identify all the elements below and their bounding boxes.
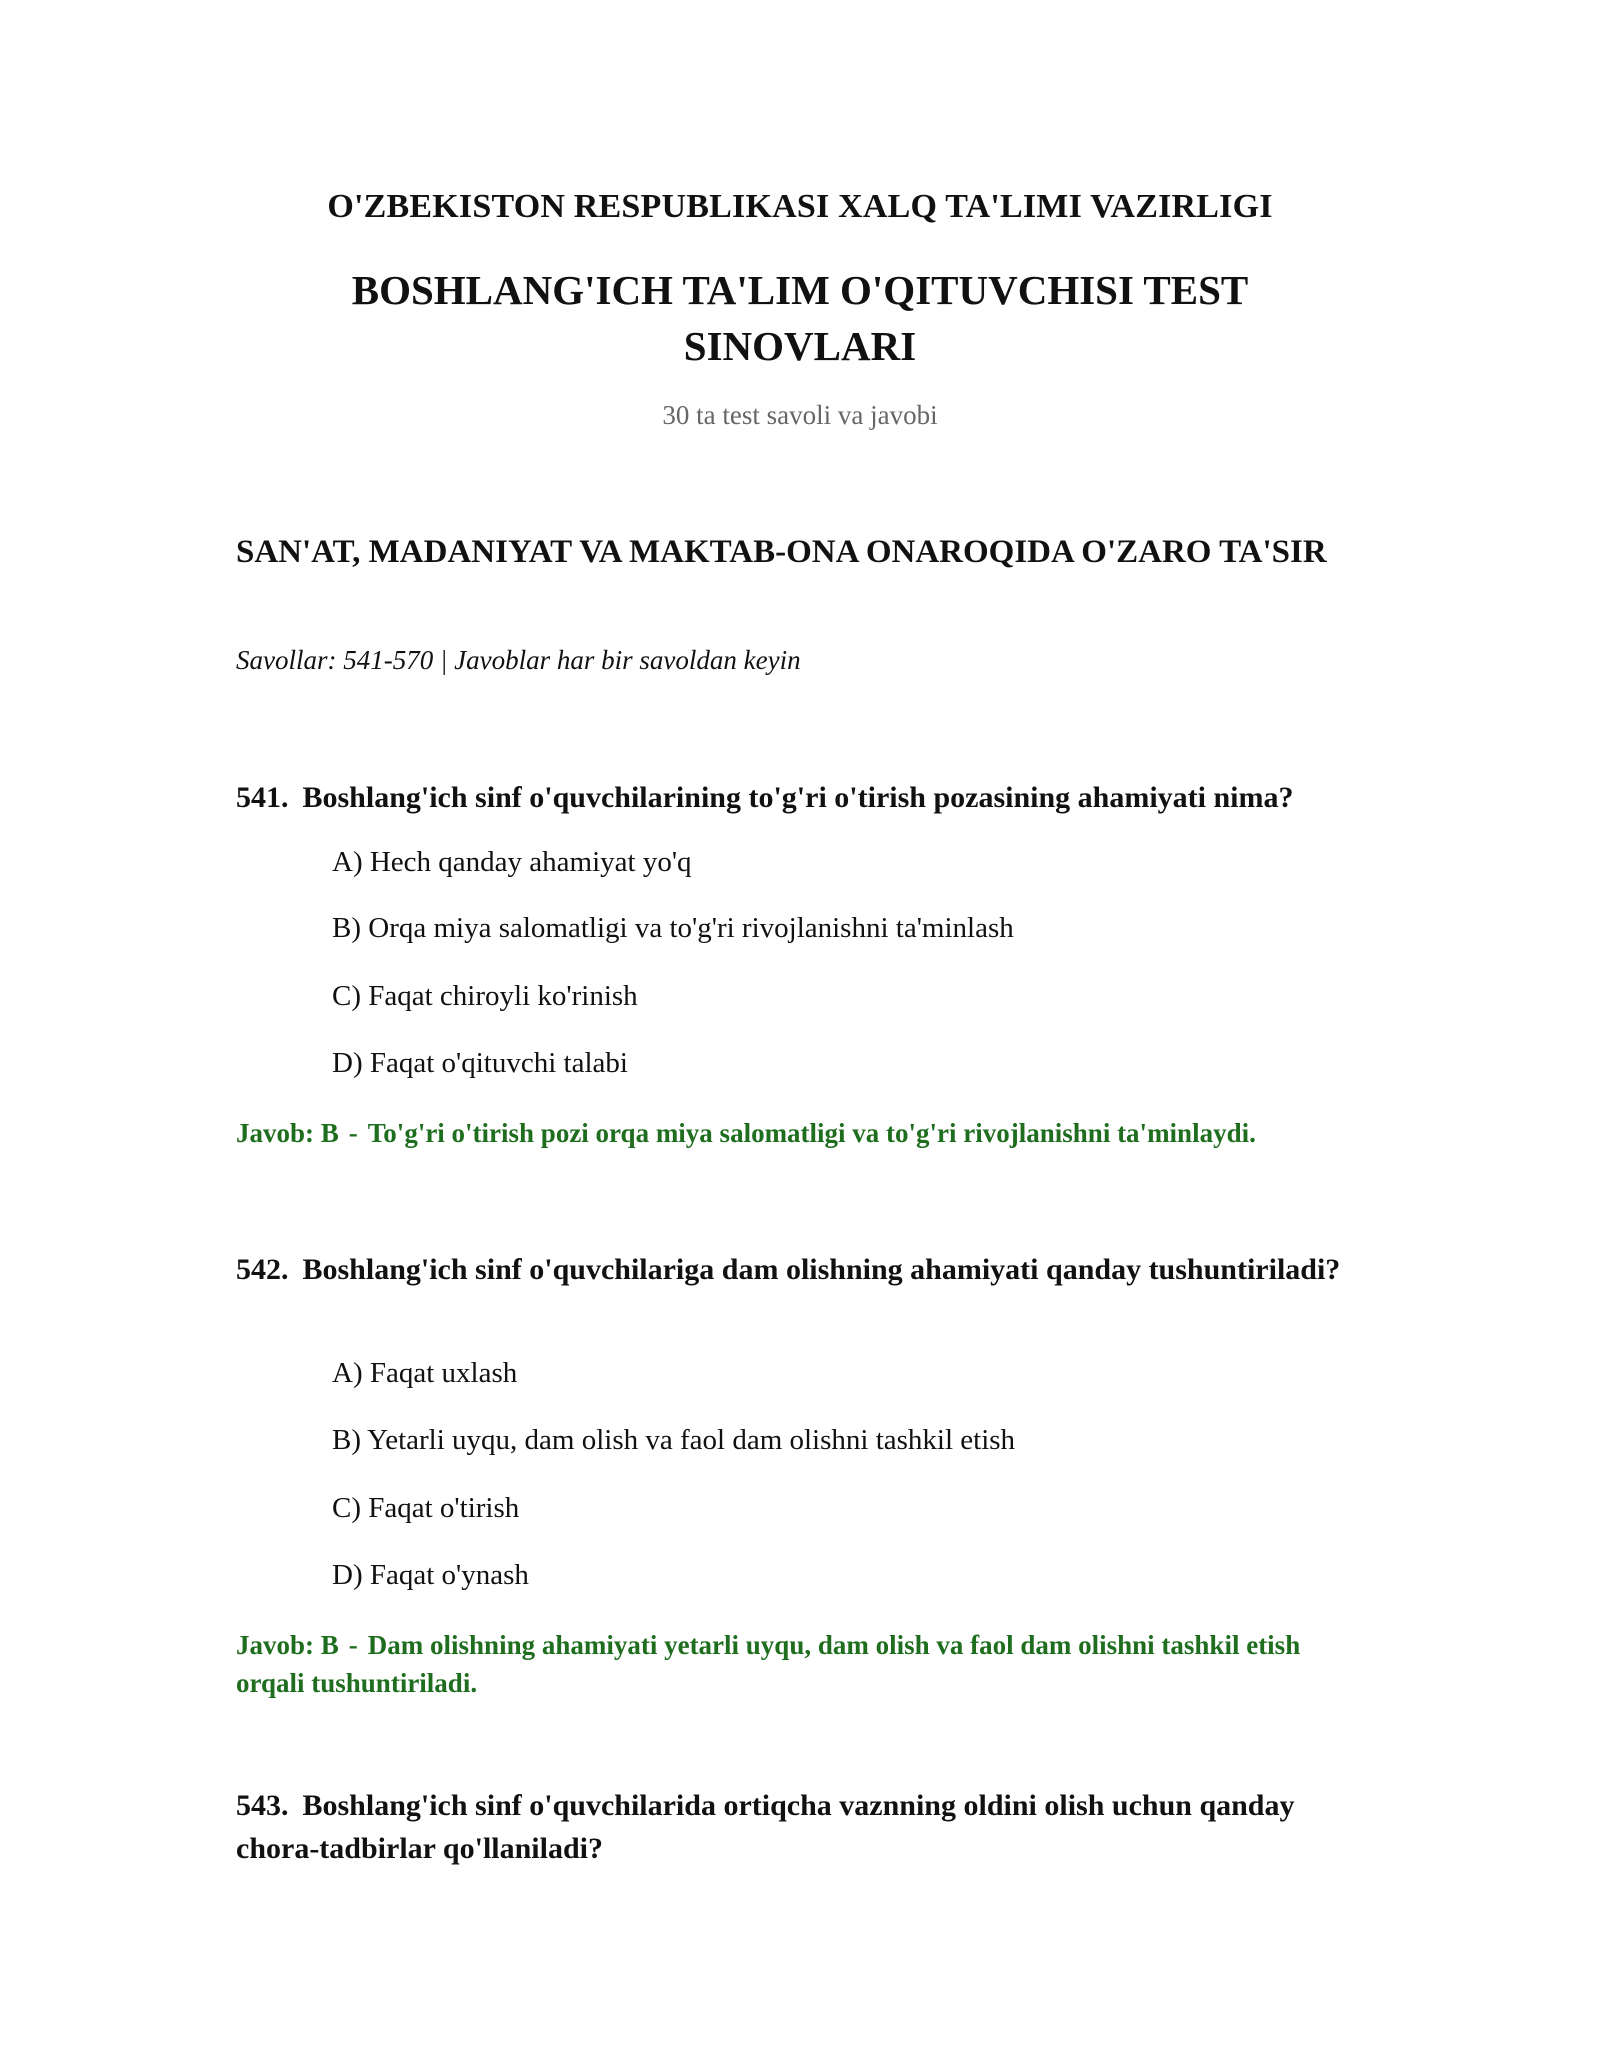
question-542-answer bbox=[236, 1626, 1366, 1702]
question-text: Boshlang'ich sinf o'quvchilarida ortiqcha vaznning oldini olish uchun qanday chora-tadbirlar qo'llaniladi? bbox=[236, 1789, 1295, 1865]
question-541-option-a: A) Hech qanday ahamiyat yo'q bbox=[332, 846, 692, 878]
answer-separator: - bbox=[348, 1630, 358, 1660]
question-text: Boshlang'ich sinf o'quvchilariga dam olishning ahamiyati qanday tushuntiriladi? bbox=[302, 1253, 1341, 1286]
question-542 bbox=[236, 1248, 1366, 1291]
question-number: 542. bbox=[236, 1253, 289, 1286]
question-number: 543. bbox=[236, 1789, 289, 1822]
question-541-option-c: C) Faqat chiroyli ko'rinish bbox=[332, 980, 638, 1012]
question-542-option-b: B) Yetarli uyqu, dam olish va faol dam olishni tashkil etish bbox=[332, 1424, 1016, 1456]
answer-prefix: Javob: bbox=[236, 1118, 315, 1148]
section-note: Savollar: 541-570 | Javoblar har bir savoldan keyin bbox=[236, 645, 801, 675]
question-542-option-c: C) Faqat o'tirish bbox=[332, 1492, 520, 1524]
question-541-answer bbox=[236, 1114, 1366, 1152]
document-title: BOSHLANG'ICH TA'LIM O'QITUVCHISI TEST SINOVLARI bbox=[351, 267, 1249, 369]
answer-text: Dam olishning ahamiyati yetarli uyqu, dam olish va faol dam olishni tashkil etish orqali tushuntiriladi. bbox=[236, 1630, 1301, 1698]
answer-letter: B bbox=[320, 1118, 339, 1148]
ministry-heading: O'ZBEKISTON RESPUBLIKASI XALQ TA'LIMI VAZIRLIGI bbox=[327, 188, 1273, 225]
question-542-option-a: A) Faqat uxlash bbox=[332, 1357, 518, 1389]
question-text: Boshlang'ich sinf o'quvchilarining to'g'ri o'tirish pozasining ahamiyati nima? bbox=[302, 781, 1294, 814]
answer-prefix: Javob: bbox=[236, 1630, 315, 1660]
answer-separator: - bbox=[348, 1118, 358, 1148]
answer-letter: B bbox=[320, 1630, 339, 1660]
question-541 bbox=[236, 776, 1366, 819]
answer-text: To'g'ri o'tirish pozi orqa miya salomatligi va to'g'ri rivojlanishni ta'minlaydi. bbox=[367, 1118, 1256, 1148]
question-541-option-d: D) Faqat o'qituvchi talabi bbox=[332, 1047, 628, 1079]
question-number: 541. bbox=[236, 781, 289, 814]
question-543 bbox=[236, 1784, 1366, 1870]
question-541-option-b: B) Orqa miya salomatligi va to'g'ri rivojlanishni ta'minlash bbox=[332, 912, 1014, 944]
question-542-option-d: D) Faqat o'ynash bbox=[332, 1559, 529, 1591]
section-title: SAN'AT, MADANIYAT VA MAKTAB-ONA ONAROQIDA O'ZARO TA'SIR bbox=[236, 534, 1327, 570]
document-subtitle: 30 ta test savoli va javobi bbox=[662, 400, 938, 430]
